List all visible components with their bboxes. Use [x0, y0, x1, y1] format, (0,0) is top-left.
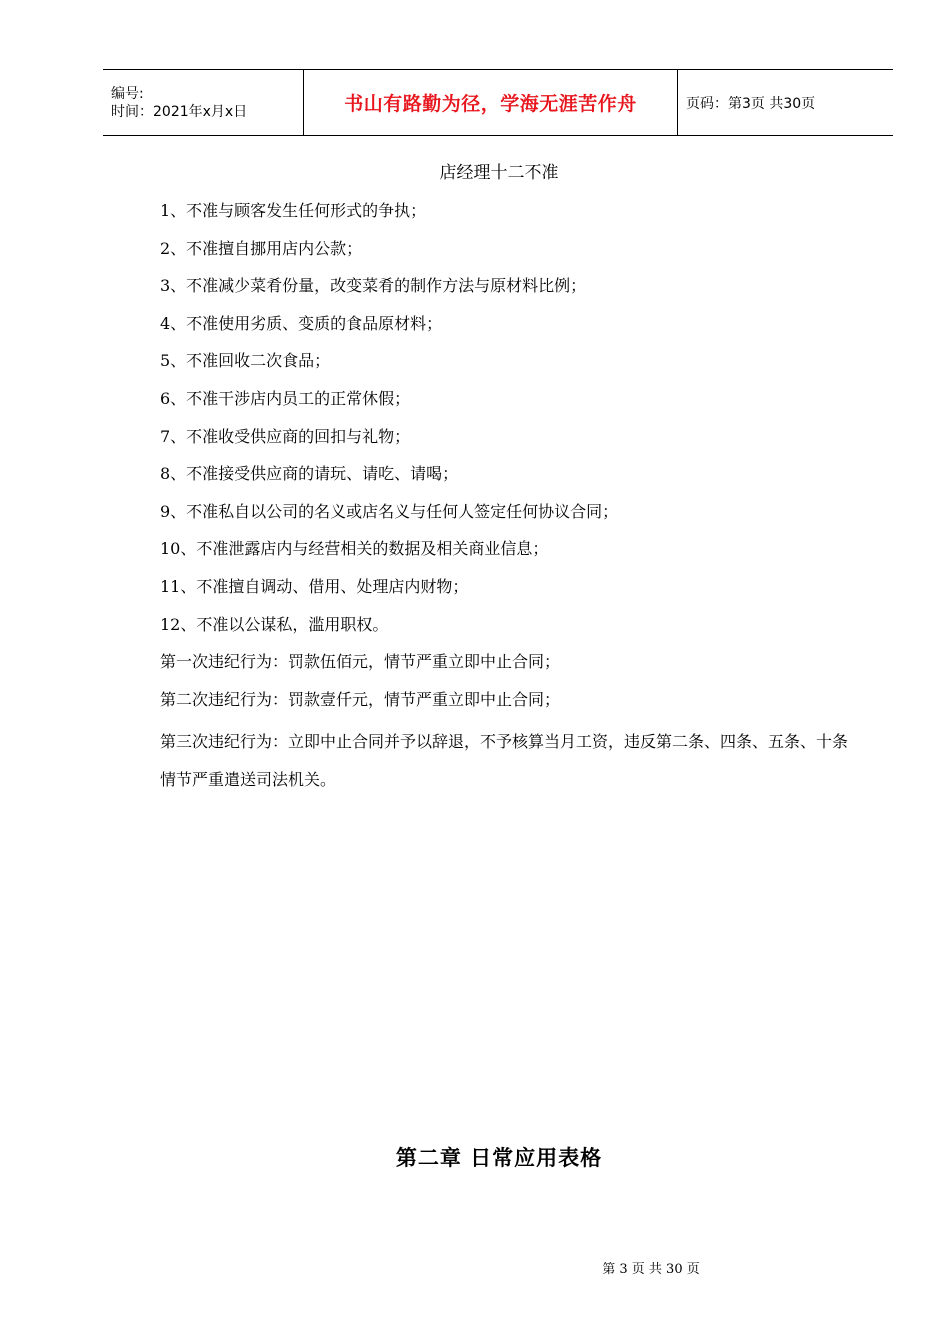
document-number-label: 编号: — [111, 85, 144, 102]
rule-item: 11、不准擅自调动、借用、处理店内财物； — [160, 576, 469, 596]
rule-item: 12、不准以公谋私，滥用职权。 — [160, 614, 389, 634]
page-footer: 第 3 页 共 30 页 — [602, 1262, 700, 1277]
page-header — [103, 69, 893, 136]
rule-item: 4、不准使用劣质、变质的食品原材料； — [160, 313, 443, 333]
rule-item: 5、不准回收二次食品； — [160, 351, 331, 371]
header-motto — [304, 70, 678, 135]
penalty-item: 第一次违纪行为：罚款伍佰元，情节严重立即中止合同； — [160, 652, 561, 672]
rule-item: 6、不准干涉店内员工的正常休假； — [160, 388, 411, 408]
document-title: 店经理十二不准 — [439, 163, 559, 183]
header-page-info — [678, 70, 893, 135]
document-body — [160, 197, 850, 799]
rule-item: 2、不准擅自挪用店内公款； — [160, 238, 363, 258]
penalty-item: 第二次违纪行为：罚款壹仟元，情节严重立即中止合同； — [160, 689, 561, 709]
rule-item: 8、不准接受供应商的请玩、请吃、请喝； — [160, 464, 459, 484]
document-time-label: 时间：2021年x月x日 — [111, 103, 248, 120]
rule-item: 7、不准收受供应商的回扣与礼物； — [160, 426, 411, 446]
chapter-heading: 第二章 日常应用表格 — [395, 1146, 603, 1170]
rule-item: 10、不准泄露店内与经营相关的数据及相关商业信息； — [160, 539, 549, 559]
rule-item: 3、不准减少菜肴份量，改变菜肴的制作方法与原材料比例； — [160, 276, 587, 296]
header-meta — [103, 70, 304, 135]
rule-item: 9、不准私自以公司的名义或店名义与任何人签定任何协议合同； — [160, 501, 619, 521]
penalty-item: 第三次违纪行为：立即中止合同并予以辞退，不予核算当月工资，违反第二条、四条、五条、十条情节严重遣送司法机关。 — [160, 732, 849, 789]
motto-text: 书山有路勤为径，学海无涯苦作舟 — [344, 93, 637, 115]
header-page-label: 页码：第3页 共30页 — [686, 95, 816, 112]
rule-item: 1、不准与顾客发生任何形式的争执； — [160, 201, 427, 220]
